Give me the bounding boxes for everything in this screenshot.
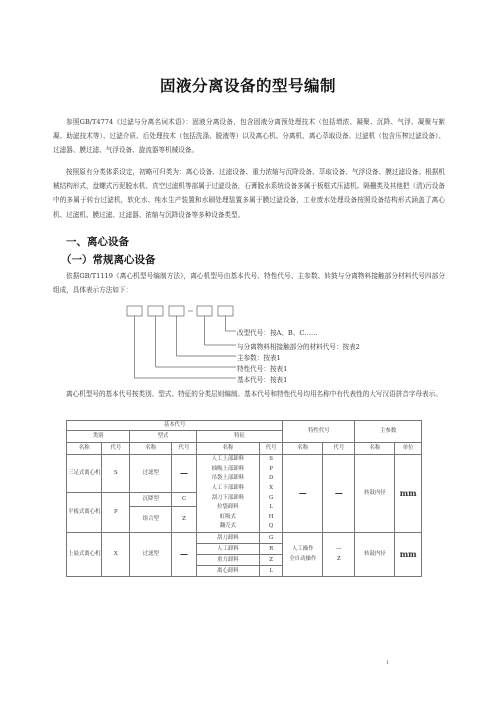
cell-spec-names: 人工操作 全自动操作 [283, 533, 323, 577]
centrifuge-code-table [66, 420, 422, 577]
th-unit: 单位 [395, 443, 422, 455]
cell-type: 过滤型 [130, 455, 172, 493]
cell-feature: 重力卸料 [196, 555, 259, 566]
th-code: 代号 [259, 443, 282, 455]
cell-param-name: 转鼓内径 [355, 455, 395, 533]
th-name: 名称 [196, 443, 259, 455]
th-name: 名称 [67, 443, 102, 455]
page-number: 1 [386, 660, 390, 666]
cell-category-code: P [102, 493, 130, 533]
cell-feature: 人工卸料 [196, 544, 259, 555]
cell-category: 三足式离心机 [67, 455, 102, 493]
cell-type-code: Z [172, 507, 196, 533]
cell-spec-name: — [283, 455, 323, 533]
code-label-revision: 改型代号：按A、B、C…… [237, 329, 318, 337]
th-name: 名称 [355, 443, 395, 455]
cell-spec-code: — [323, 455, 355, 533]
code-box-param [169, 306, 184, 316]
th-name: 名称 [283, 443, 323, 455]
code-box-revision [218, 306, 233, 316]
cell-param-unit: mm [395, 533, 422, 577]
cell-feature-code: G [259, 533, 282, 544]
cell-feature: 离心卸料 [196, 566, 259, 577]
code-label-main-param: 主参数：按表1 [237, 354, 281, 362]
cell-type: 沉降型 [130, 493, 172, 507]
cell-feature-codes: S P D X G L H Q [259, 455, 282, 533]
cell-type: 组合型 [130, 507, 172, 533]
th-category: 类别 [67, 431, 130, 443]
code-label-basic: 基本代号：按表1 [237, 376, 288, 384]
cell-type-code: C [172, 493, 196, 507]
cell-type-code: — [172, 533, 196, 577]
th-code: 代号 [102, 443, 130, 455]
subsection-heading-conventional: （一）常规离心设备 [61, 254, 156, 266]
intro-paragraph: 参照GB/T4774《过滤与分离名词术语》：固液分离设备，包含固液分离预处理技术（包括增浓、凝聚、沉降、气浮、凝聚与絮凝、助滤技术等）、过滤介质、后处理技术（包括洗涤、脱液等）以及离心机、分离机、离心萃取设备、过滤机（包含压榨过滤设备）、过滤器、膜过滤、气浮设备、旋流器等机械设备。 [53, 118, 445, 155]
cell-features: 人工上部卸料 抽吸上部卸料 吊袋上部卸料 人工下部卸料 刮刀下部卸料 拉袋卸料 虹吸式 翻壳式 [196, 455, 259, 533]
cell-spec-codes: — Z [323, 533, 355, 577]
cell-feature-code: L [259, 566, 282, 577]
th-name: 名称 [130, 443, 172, 455]
cell-feature: 刮刀卸料 [196, 533, 259, 544]
cell-type: 过滤型 [130, 533, 172, 577]
th-code: 代号 [172, 443, 196, 455]
cell-category: 平板式离心机 [67, 493, 102, 533]
th-type: 型式 [130, 431, 197, 443]
code-box-material [197, 306, 212, 316]
th-characteristic: 特征 [196, 431, 283, 443]
th-basic-code: 基本代号 [67, 421, 283, 431]
cell-category-code: X [102, 533, 130, 577]
cell-param-unit: mm [395, 455, 422, 533]
th-main-param: 主参数 [355, 421, 422, 443]
classification-paragraph: 按照原有分类体系设定，初略可归类为：离心设备、过滤设备、重力浓缩与沉降设备、萃取设备、气浮设备、膜过滤设备。根据机械结构形式，盘螺式污泥脱水机、真空过滤机等部属于过滤设备，石膏脱水系统设备多属于板框式压滤机。隔栅类及其他把（清)污设备中的多属于转台过滤机，软化水、纯水生产装置和水刷处理装置多属于膜过滤设备，工业废水处理设备按照设备结构形式涵盖了离心机、过滤机、膜过滤、过滤器、浓缩与沉降设备等多种设备类型。 [53, 168, 445, 219]
th-code: 代号 [323, 443, 355, 455]
section-heading-centrifuge: 一、离心设备 [66, 236, 129, 248]
cell-feature-code: R [259, 544, 282, 555]
code-label-feature: 特性代号：按表1 [237, 365, 288, 373]
cell-param-name: 转鼓内径 [355, 533, 395, 577]
code-rule-paragraph: 离心机型号的基本代号按类别、型式、特征的分类层则编制。基本代号和特性代号均用名称中有代表性的大写汉语拼音字母表示。 [66, 390, 442, 398]
cell-feature-code: Z [259, 555, 282, 566]
th-feature-code: 特性代号 [283, 421, 355, 443]
cell-type-code: — [172, 455, 196, 493]
cell-category-code: S [102, 455, 130, 493]
code-box-basic [127, 306, 142, 316]
page-title: 固液分离设备的型号编制 [159, 77, 336, 95]
cell-category: 上悬式离心机 [67, 533, 102, 577]
model-method-paragraph: 依据GB/T1119《离心机型号编制方法》，离心机型号由基本代号、特性代号、主参数、转鼓与分离物料接触部分材料代号四部分组成，具体表示方法如下： [53, 272, 445, 295]
code-box-feature [148, 306, 163, 316]
code-label-material: 与分离物料相接触部分的材料代号：按表2 [237, 343, 360, 351]
